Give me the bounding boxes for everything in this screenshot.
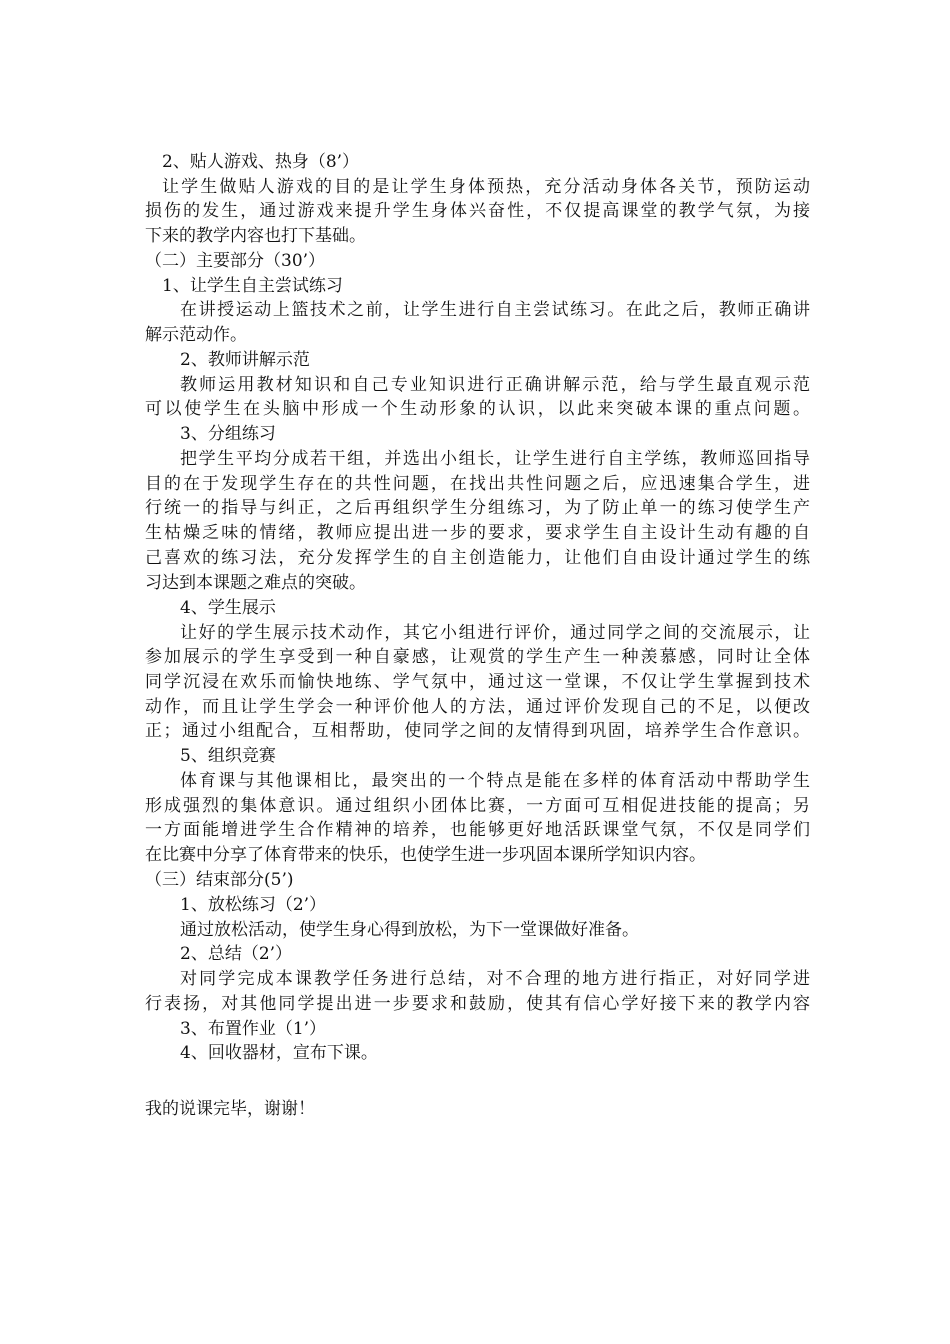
item-heading: 2、教师讲解示范: [180, 350, 310, 370]
item-heading: 3、布置作业（1’）: [180, 1019, 327, 1039]
paragraph-line: 解示范动作。: [145, 325, 247, 345]
item-heading: 4、回收器材，宣布下课。: [180, 1043, 378, 1063]
paragraph-line: 形成强烈的集体意识。通过组织小团体比赛，一方面可互相促进技能的提高；另: [145, 796, 810, 816]
paragraph-line: 己喜欢的练习法，充分发挥学生的自主创造能力，让他们自由设计通过学生的练: [145, 548, 810, 568]
heading-warmup-game: 2、贴人游戏、热身（8’）: [162, 152, 360, 172]
paragraph-line: 让好的学生展示技术动作，其它小组进行评价，通过同学之间的交流展示，让: [180, 623, 810, 643]
paragraph-line: 同学沉浸在欢乐而愉快地练、学气氛中，通过这一堂课，不仅让学生掌握到技术: [145, 672, 810, 692]
item-heading: 1、让学生自主尝试练习: [162, 276, 343, 296]
paragraph-line: 教师运用教材知识和自己专业知识进行正确讲解示范，给与学生最直观示范: [180, 375, 810, 395]
paragraph-line: 体育课与其他课相比，最突出的一个特点是能在多样的体育活动中帮助学生: [180, 771, 810, 791]
closing-remark: 我的说课完毕，谢谢！: [145, 1099, 315, 1119]
section-heading-closing-part: （三）结束部分(5’): [145, 870, 294, 890]
item-heading: 2、总结（2’）: [180, 944, 293, 964]
paragraph-line: 在比赛中分享了体育带来的快乐，也使学生进一步巩固本课所学知识内容。: [145, 845, 706, 865]
paragraph-line: 可以使学生在头脑中形成一个生动形象的认识，以此来突破本课的重点问题。: [145, 399, 810, 419]
paragraph-line: 下来的教学内容也打下基础。: [145, 226, 366, 246]
item-heading: 1、放松练习（2’）: [180, 895, 327, 915]
paragraph-line: 生枯燥乏味的情绪，教师应提出进一步的要求，要求学生自主设计生动有趣的自: [145, 523, 810, 543]
paragraph-line: 把学生平均分成若干组，并选出小组长，让学生进行自主学练，教师巡回指导: [180, 449, 810, 469]
paragraph-line: 在讲授运动上篮技术之前，让学生进行自主尝试练习。在此之后，教师正确讲: [180, 300, 810, 320]
paragraph-line: 一方面能增进学生合作精神的培养，也能够更好地活跃课堂气氛，不仅是同学们: [145, 820, 810, 840]
section-heading-main-part: （二）主要部分（30’）: [145, 251, 326, 271]
paragraph-line: 行表扬，对其他同学提出进一步要求和鼓励，使其有信心学好接下来的教学内容: [145, 994, 810, 1014]
paragraph-line: 习达到本课题之难点的突破。: [145, 573, 366, 593]
paragraph-line: 动作，而且让学生学会一种评价他人的方法，通过评价发现自己的不足，以便改: [145, 697, 810, 717]
paragraph-line: 通过放松活动，使学生身心得到放松，为下一堂课做好准备。: [180, 920, 639, 940]
paragraph-line: 正；通过小组配合，互相帮助，使同学之间的友情得到巩固，培养学生合作意识。: [145, 721, 810, 741]
item-heading: 5、组织竞赛: [180, 746, 276, 766]
paragraph-line: 对同学完成本课教学任务进行总结，对不合理的地方进行指正，对好同学进: [180, 969, 810, 989]
item-heading: 3、分组练习: [180, 424, 276, 444]
paragraph-line: 行统一的指导与纠正，之后再组织学生分组练习，为了防止单一的练习使学生产: [145, 498, 810, 518]
paragraph-line: 让学生做贴人游戏的目的是让学生身体预热，充分活动身体各关节，预防运动: [162, 177, 810, 197]
item-heading: 4、学生展示: [180, 598, 276, 618]
paragraph-line: 参加展示的学生享受到一种自豪感，让观赏的学生产生一种羡慕感，同时让全体: [145, 647, 810, 667]
paragraph-line: 损伤的发生，通过游戏来提升学生身体兴奋性，不仅提高课堂的教学气氛，为接: [145, 201, 810, 221]
paragraph-line: 目的在于发现学生存在的共性问题，在找出共性问题之后，应迅速集合学生，进: [145, 474, 810, 494]
